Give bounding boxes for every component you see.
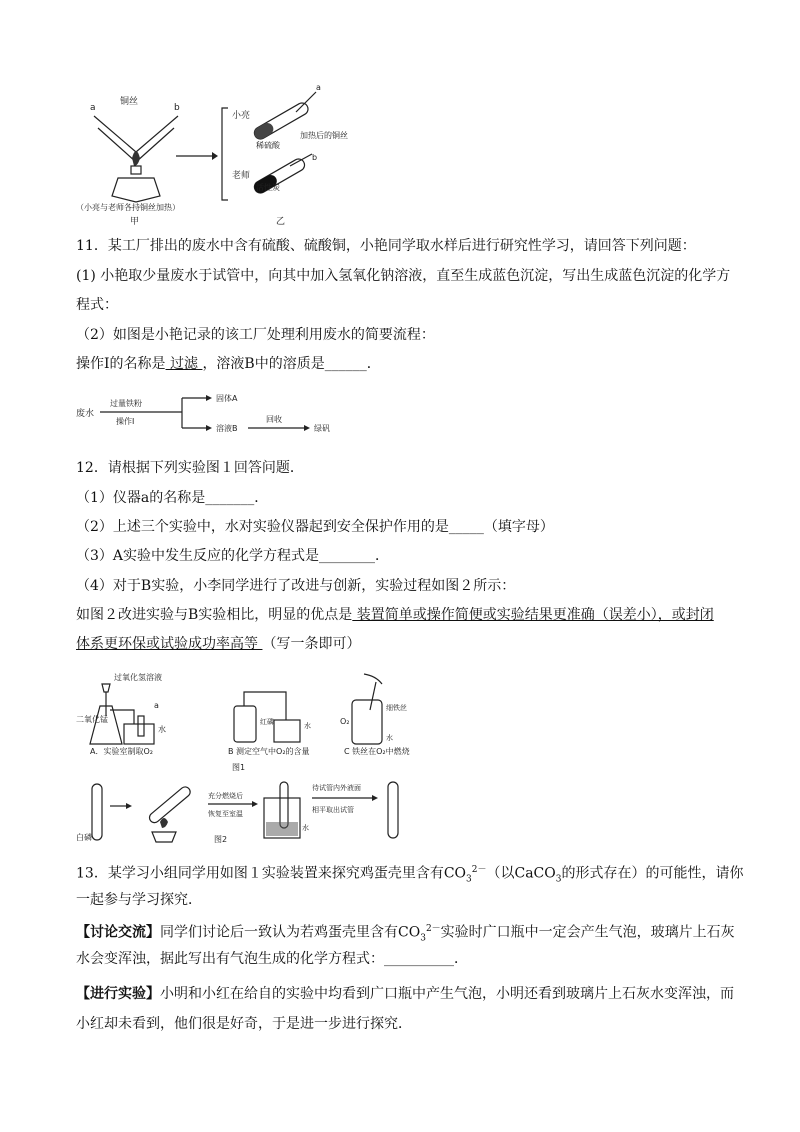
q12-part3: （3）A实验中发生反应的化学方程式是________． [76,548,390,564]
label-step2b: 相平取出试管 [312,806,354,814]
label-step1: 充分燃烧后 [208,792,243,800]
q12-stem: 12．请根据下列实验图１回答问题． [76,460,304,476]
caption-c: C 铁丝在O₂中燃烧 [344,747,410,756]
flame-icon [160,818,168,828]
q12-part4: （4）对于B实验，小李同学进行了改进与创新，实验过程如图２所示： [76,578,516,594]
answer-blank: ______ [324,356,367,372]
flow-product: 绿矾 [314,424,330,433]
label-mno2: 二氧化锰 [76,715,108,724]
label-copper: 铜丝 [120,97,139,107]
oxygen-bottle [352,700,382,744]
wastewater-flowchart [76,388,376,438]
label-white-phosphorus: 白磷 [76,833,92,842]
label-acid: 稀硫酸 [256,141,280,150]
label-teacher: 老师 [232,171,251,181]
label-jia: 甲 [130,217,140,227]
flow-operation: 操作I [116,417,135,426]
q13-stem: 13．某学习小组同学用如图１实验装置来探究鸡蛋壳里含有$CO_3^{2-}$（以CaCO$_3$的形式存在）的可能性，请你 [76,865,744,885]
beaker [274,720,300,742]
label-water-a: 水 [158,725,166,734]
caption-b: B 测定空气中O₂的含量 [228,747,310,756]
experiment-figure-2 [76,778,416,848]
label-b-right: b [312,153,318,162]
label-heated-copper: 加热后的铜丝 [300,131,348,140]
flow-waste: 废水 [76,409,95,419]
q11-answer-filtration: 过滤 [165,356,203,372]
copper-heating-figure [76,78,366,230]
alcohol-lamp [112,178,160,202]
q12-part1: （1）仪器a的名称是_______． [76,490,269,506]
flow-iron-powder: 过量铁粉 [110,399,142,408]
q13-experiment-2: 小红却未看到，他们很是好奇，于是进一步进行探究． [76,1016,412,1032]
q12-answer-line1: 装置简单或操作简便或实验结果更准确（误差小），或封闭 [352,607,714,623]
label-instrument-a: a [154,701,159,710]
flow-solid-a: 固体A [216,394,238,403]
arrow-icon [212,152,218,160]
figure-caption-jia: （小亮与老师各持铜丝加热） [76,203,180,212]
test-tube-2 [147,785,192,825]
q13-discussion: 【讨论交流】同学们讨论后一致认为若鸡蛋壳里含有$CO_3^{2-}$实验时广口瓶中一定会产生气泡，玻璃片上石灰 [76,924,735,944]
copper-wire-right [136,116,178,152]
label-iron-wire: 细铁丝 [386,704,407,712]
q12-part6: 体系更环保或试验成功率高等 （写一条即可） [76,636,361,652]
q13-experiment: 【进行实验】小明和小红在给自的实验中均看到广口瓶中产生气泡，小明还看到玻璃片上石灰水变浑浊，而 [76,986,734,1002]
label-h2o2: 过氧化氢溶液 [114,673,162,682]
label-yi: 乙 [276,217,286,227]
figure-2-label: 图2 [214,835,228,844]
funnel [102,684,110,692]
q11-part2: （2）如图是小艳记录的该工厂处理利用废水的简要流程： [76,327,435,343]
q13-discussion-2: 水会变浑浊，据此写出有气泡生成的化学方程式：__________． [76,951,468,967]
label-carbon: 活性炭 [256,183,280,192]
label-a-right: a [316,83,321,92]
q12-part5: 如图２改进实验与B实验相比，明显的优点是 装置简单或操作简便或实验结果更准确（误差小），或封闭 [76,607,714,623]
label-b: b [174,103,180,113]
label-step2: 待试管内外液面 [312,784,361,792]
q11-part3: 操作Ⅰ的名称是 过滤 ，溶液B中的溶质是______． [76,356,381,372]
label-step1b: 恢复至室温 [208,810,243,818]
q13-stem2: 一起参与学习探究． [76,892,202,908]
iron-wire [370,682,376,710]
copper-wire-left [94,116,136,152]
label-red-phosphorus: 红磷 [260,718,274,726]
label-water-b: 水 [304,722,311,730]
flame-icon [132,151,140,166]
test-tube-1 [92,784,102,840]
label-o2: O₂ [340,717,350,726]
label-a: a [90,103,96,113]
figure-1-label: 图1 [232,763,246,772]
gas-bottle [234,706,256,742]
label-water-c: 水 [386,734,393,742]
caption-a: A．实验室制取O₂ [90,747,153,756]
q12-answer-line2: 体系更环保或试验成功率高等 [76,636,263,652]
water-trough [124,724,154,744]
label-water-fig2: 水 [302,824,309,832]
label-xiaoliang: 小亮 [232,111,251,121]
flow-solution-b: 溶液B [216,424,238,433]
experiment-figure-1 [76,670,436,776]
q12-part2: （2）上述三个实验中，水对实验仪器起到安全保护作用的是_____（填字母） [76,519,554,535]
flow-recover: 回收 [266,415,282,424]
q11-stem: 11．某工厂排出的废水中含有硫酸、硫酸铜，小艳同学取水样后进行研究性学习，请回答下列问题： [76,238,696,254]
q11-part1-a: (1) 小艳取少量废水于试管中，向其中加入氢氧化钠溶液，直至生成蓝色沉淀，写出生成蓝色沉淀的化学方 [76,268,731,284]
q11-part1-b: 程式： [76,297,118,313]
test-tube-3 [388,782,398,838]
